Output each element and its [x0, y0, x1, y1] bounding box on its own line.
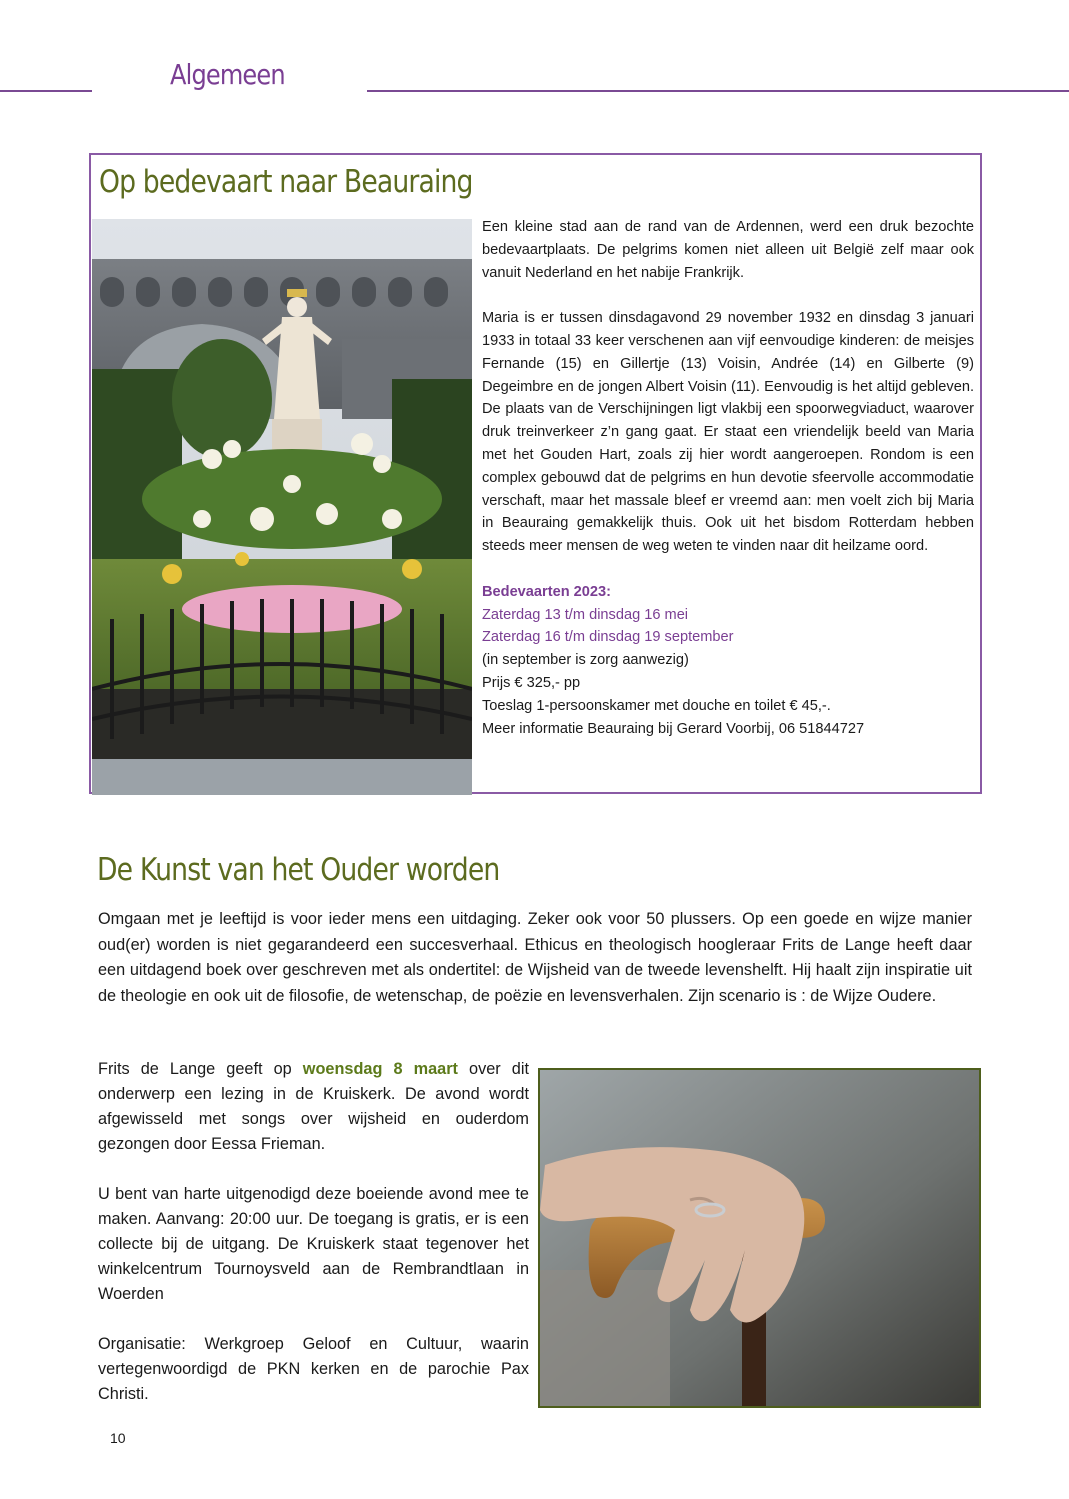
single-room-supplement: Toeslag 1-persoonskamer met douche en toilet € 45,-. — [482, 697, 831, 714]
section-label: Algemeen — [170, 58, 285, 91]
lecture-paragraph — [98, 1057, 529, 1157]
pilgrimage-schedule — [482, 581, 974, 741]
lecture-text-start: Frits de Lange geeft op — [98, 1060, 303, 1078]
schedule-date-may: Zaterdag 13 t/m dinsdag 16 mei — [482, 606, 689, 623]
article2-body — [98, 1057, 529, 1432]
header-rule-right — [367, 90, 1069, 92]
hands-on-cane-photo — [538, 1068, 981, 1408]
statue-photo — [92, 219, 472, 795]
article2-intro: Omgaan met je leeftijd is voor ieder mens een uitdaging. Zeker ook voor 50 plussers. Op een goede en wijze manier oud(er) worden is niet gegarandeerd een succesverhaal. Ethicus en theologisch hoogleraar Frits de Lange heeft daar een uitdagend boek over geschreven met als ondertitel: de Wijsheid van de tweede levenshelft. Hij haalt zijn inspiratie uit de theologie en ook uit de filosofie, de wetenschap, de poëzie en levensverhalen. Zijn scenario is : de Wijze Oudere. — [98, 910, 972, 1005]
organisation-paragraph: Organisatie: Werkgroep Geloof en Cultuur, waarin vertegenwoordigd de PKN kerken en de parochie Pax Christi. — [98, 1335, 529, 1403]
lecture-date: woensdag 8 maart — [302, 1060, 458, 1078]
price: Prijs € 325,- pp — [482, 674, 581, 691]
lecture-text-end: over dit onderwerp een lezing in de Kruiskerk. De avond wordt afgewisseld met songs over wijsheid en ouderdom gezongen door Eessa Frieman. — [98, 1060, 530, 1153]
header-rule-left — [0, 90, 92, 92]
article2-title: De Kunst van het Ouder worden — [97, 852, 500, 888]
article1-paragraph-1: Een kleine stad aan de rand van de Ardennen, werd een druk bezochte bedevaartplaats. De pelgrims komen niet alleen uit België zelf maar ook vanuit Nederland en het nabije Frankrijk. — [482, 219, 974, 281]
article1-paragraph-2: Maria is er tussen dinsdagavond 29 november 1932 en dinsdag 3 januari 1933 in totaal 33 keer verschenen aan vijf eenvoudige kinderen: de meisjes Fernande (15) en Gillertje (13) Voisin, Andrée (14) en Gilberte (9) Degeimbre en de jongen Albert Voisin (11). Eenvoudig is het altijd gebleven. De plaats van de Verschijningen ligt vlakbij een spoorwegviaduct, waarover druk treinverkeer z’n gang gaat. Er staat een vriendelijk beeld van Maria met het Gouden Hart, zoals zij hier wordt aangeroepen. Rondom is een complex gebouwd dat de pelgrims en hun devotie sfeervolle accommodatie verschaft, maar het massale bleef er vreemd aan: men voelt zich bij Maria in Beauraing gemakkelijk thuis. Ook uit het bisdom Rotterdam hebben steeds meer mensen de weg weten te vinden naar dit heilzame oord. — [482, 310, 974, 555]
article1-title: Op bedevaart naar Beauraing — [99, 164, 473, 200]
care-note: (in september is zorg aanwezig) — [482, 652, 689, 669]
contact-info: Meer informatie Beauraing bij Gerard Voorbij, 06 51844727 — [482, 720, 865, 737]
schedule-date-september: Zaterdag 16 t/m dinsdag 19 september — [482, 629, 734, 646]
schedule-heading: Bedevaarten 2023: — [482, 583, 611, 600]
article1-body — [482, 216, 974, 740]
page-number: 10 — [110, 1430, 126, 1446]
invitation-paragraph: U bent van harte uitgenodigd deze boeiende avond mee te maken. Aanvang: 20:00 uur. De toegang is gratis, er is een collecte bij de uitgang. De Kruiskerk staat tegenover het winkelcentrum Tournoysveld aan de Rembrandtlaan in Woerden — [98, 1185, 529, 1303]
